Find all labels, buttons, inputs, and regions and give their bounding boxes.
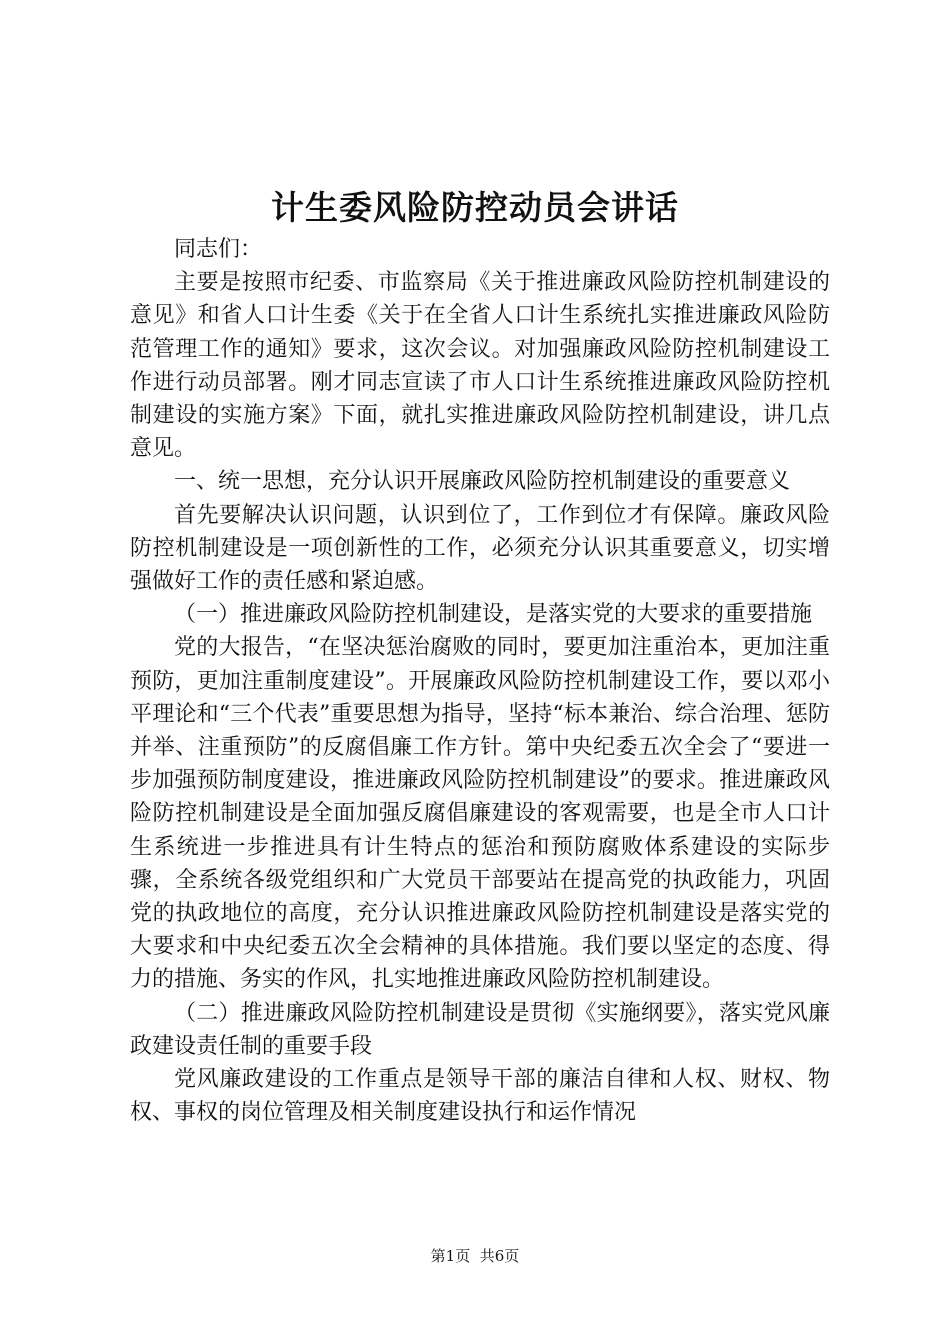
footer-separator	[470, 1247, 480, 1265]
section-heading-1: 一、统一思想，充分认识开展廉政风险防控机制建设的重要意义	[174, 469, 791, 495]
document-title: 计生委风险防控动员会讲话	[271, 188, 679, 227]
intro-paragraph: 主要是按照市纪委、市监察局《关于推进廉政风险防控机制建设的意见》和省人口计生委《关于在全省人口计生系统扎实推进廉政风险防范管理工作的通知》要求，这次会议。对加强廉政风险防控机制建设工作进行动员部署。刚才同志宣读了市人口计生系统推进廉政风险防控机制建设的实施方案》下面，就扎实推进廉政风险防控机制建设，讲几点意见。	[130, 270, 830, 462]
body-paragraph: 首先要解决认识问题，认识到位了，工作到位才有保障。廉政风险防控机制建设是一项创新性的工作，必须充分认识其重要意义，切实增强做好工作的责任感和紧迫感。	[130, 502, 830, 595]
subsection-heading-2: （二）推进廉政风险防控机制建设是贯彻《实施纲要》，落实党风廉政建设责任制的重要手段	[130, 1000, 830, 1059]
subsection-heading-1: （一）推进廉政风险防控机制建设，是落实党的大要求的重要措施	[174, 602, 813, 628]
document-body	[130, 233, 830, 1129]
page-number: 第1页	[430, 1247, 471, 1265]
salutation-paragraph: 同志们：	[174, 237, 263, 262]
page-footer	[0, 1246, 950, 1266]
page-total: 共6页	[479, 1247, 520, 1265]
body-paragraph: 党的大报告，“在坚决惩治腐败的同时，要更加注重治本，更加注重预防，更加注重制度建设”。开展廉政风险防控机制建设工作，要以邓小平理论和“三个代表”重要思想为指导，坚持“标本兼治、综合治理、惩防并举、注重预防”的反腐倡廉工作方针。第中央纪委五次全会了“要进一步加强预防制度建设，推进廉政风险防控机制建设”的要求。推进廉政风险防控机制建设是全面加强反腐倡廉建设的客观需要，也是全市人口计生系统进一步推进具有计生特点的惩治和预防腐败体系建设的实际步骤，全系统各级党组织和广大党员干部要站在提高党的执政能力，巩固党的执政地位的高度，充分认识推进廉政风险防控机制建设是落实党的大要求和中央纪委五次全会精神的具体措施。我们要以坚定的态度、得力的措施、务实的作风，扎实地推进廉政风险防控机制建设。	[130, 635, 830, 993]
body-paragraph: 党风廉政建设的工作重点是领导干部的廉洁自律和人权、财权、物权、事权的岗位管理及相关制度建设执行和运作情况	[130, 1067, 830, 1126]
